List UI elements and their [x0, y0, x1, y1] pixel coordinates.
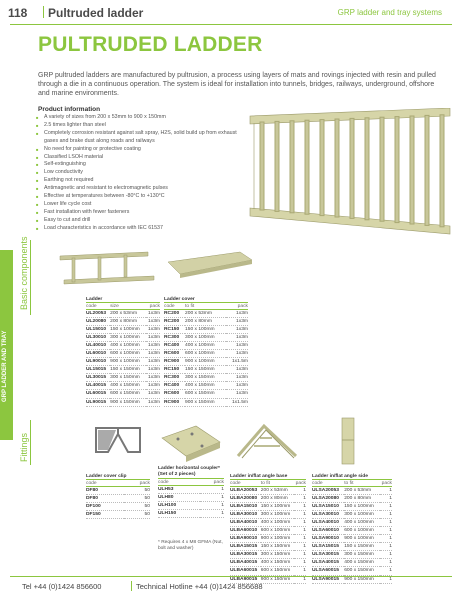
- table-row: [158, 510, 224, 518]
- table-cell: 200 x 80mm: [185, 318, 226, 326]
- table-cell: 1: [380, 567, 392, 575]
- table-row: [312, 535, 392, 543]
- table-title: Ladder horizontal coupler* (Set of 2 pieces): [158, 466, 224, 479]
- table-cell: 1: [294, 527, 306, 535]
- table-cell: ULSA90015: [312, 575, 344, 583]
- cover-clip-table: [86, 473, 150, 519]
- table-title: Ladder: [86, 296, 160, 303]
- table-cell: UL20053: [86, 310, 110, 318]
- table-row: [86, 398, 160, 406]
- table-cell: 1: [200, 486, 224, 494]
- coupler-note: * Requires 4 x M8 GFMA (Nut, bolt and washer): [158, 540, 223, 551]
- product-info-item: ■ Earthing not required: [44, 177, 244, 185]
- table-cell: 1: [294, 559, 306, 567]
- table-cell: 1x3m: [146, 334, 160, 342]
- table-row: [164, 358, 248, 366]
- table-cell: ULSA60010: [312, 527, 344, 535]
- col-header: code: [164, 303, 185, 310]
- table-cell: 1: [294, 575, 306, 583]
- table-cell: ULSA30015: [312, 551, 344, 559]
- table-cell: UL15010: [86, 326, 110, 334]
- table-cell: UL90015: [86, 398, 110, 406]
- table-cell: ULH100: [158, 502, 200, 510]
- table-cell: 1x3m: [226, 342, 248, 350]
- table-title: Ladder in/flat angle side: [312, 473, 392, 480]
- table-cell: 300 x 100mm: [185, 334, 226, 342]
- table-cell: 400 x 100mm: [261, 519, 295, 527]
- ladder-rung: [335, 119, 339, 217]
- fittings-heading: Fittings: [19, 432, 29, 462]
- footer-divider: [131, 581, 132, 591]
- table-row: [86, 503, 150, 511]
- product-info-item: ■ Antimagnetic and resistant to electromagnetic pulses: [44, 185, 244, 193]
- table-cell: 900 x 100mm: [185, 358, 226, 366]
- table-cell: 300 x 150mm: [261, 551, 295, 559]
- table-cell: 150 x 100mm: [261, 503, 295, 511]
- table-cell: UL30015: [86, 374, 110, 382]
- table-cell: UL60010: [86, 350, 110, 358]
- table-row: [312, 543, 392, 551]
- table-cell: 900 x 100mm: [344, 535, 379, 543]
- table-cell: RC300: [164, 334, 185, 342]
- table-cell: 1: [380, 503, 392, 511]
- table-row: [164, 326, 248, 334]
- col-header: pack: [146, 303, 160, 310]
- inflat-side-image: [328, 416, 368, 466]
- table-cell: ULBA15015: [230, 543, 261, 551]
- table-cell: 1: [294, 487, 306, 495]
- table-row: [230, 511, 306, 519]
- table-cell: 600 x 100mm: [344, 527, 379, 535]
- table-cell: 1: [294, 519, 306, 527]
- table-cell: 1: [200, 494, 224, 502]
- table-cell: ULSA60015: [312, 567, 344, 575]
- table-row: [86, 326, 160, 334]
- table-row: [230, 503, 306, 511]
- table-cell: DF80: [86, 495, 124, 503]
- table-cell: 1: [294, 535, 306, 543]
- table-cell: 150 x 150mm: [344, 543, 379, 551]
- table-row: [230, 519, 306, 527]
- table-cell: 1: [380, 527, 392, 535]
- product-info-item: ■ Effective at temperatures between -80°C to +130°C: [44, 193, 244, 201]
- table-cell: 50: [124, 487, 150, 495]
- table-cell: 150 x 150mm: [110, 366, 146, 374]
- ladder-cover-image: [160, 250, 258, 290]
- table-cell: 1: [294, 495, 306, 503]
- table-cell: 400 x 100mm: [185, 342, 226, 350]
- table-cell: 1: [380, 575, 392, 583]
- product-info-heading: Product information: [38, 106, 101, 113]
- table-cell: 200 x 53mm: [261, 487, 295, 495]
- table-cell: 200 x 80mm: [344, 495, 379, 503]
- table-cell: RC900: [164, 398, 185, 406]
- table-cell: 300 x 100mm: [110, 334, 146, 342]
- table-cell: 1x3m: [226, 318, 248, 326]
- horizontal-coupler-image: [158, 422, 224, 466]
- table-row: [164, 350, 248, 358]
- table-cell: UL40015: [86, 382, 110, 390]
- table-cell: 1: [294, 543, 306, 551]
- table-cell: 1x3m: [226, 334, 248, 342]
- table-cell: ULBA20053: [230, 487, 261, 495]
- table-cell: RC400: [164, 382, 185, 390]
- table-cell: 600 x 100mm: [110, 350, 146, 358]
- table-row: [86, 318, 160, 326]
- table-cell: ULBA30015: [230, 551, 261, 559]
- table-cell: 200 x 53mm: [344, 487, 379, 495]
- cover-clip-image: [88, 422, 148, 462]
- table-cell: RC150: [164, 326, 185, 334]
- table-row: [86, 334, 160, 342]
- table-cell: 1: [294, 503, 306, 511]
- table-row: [230, 543, 306, 551]
- table-row: [312, 487, 392, 495]
- product-info-item: ■ Completely corrosion resistant against salt spray, H2S, solid build up from exhaust gases and brake dust along roads and railways: [44, 130, 244, 146]
- basic-components-heading: Basic components: [19, 236, 29, 310]
- col-header: to fit: [185, 303, 226, 310]
- table-cell: 400 x 150mm: [344, 559, 379, 567]
- table-cell: RC600: [164, 350, 185, 358]
- table-cell: 1: [294, 551, 306, 559]
- col-header: pack: [295, 480, 306, 486]
- table-row: [164, 342, 248, 350]
- table-row: [86, 390, 160, 398]
- table-row: [230, 567, 306, 575]
- table-cell: 1x3m: [226, 390, 248, 398]
- col-header: code: [86, 480, 124, 487]
- table-cell: 1: [294, 567, 306, 575]
- table-cell: 1x3m: [146, 326, 160, 334]
- table-cell: 300 x 100mm: [344, 511, 379, 519]
- table-row: [164, 334, 248, 342]
- table-row: [230, 487, 306, 495]
- col-header: code: [230, 480, 261, 487]
- table-cell: 1x3m: [146, 358, 160, 366]
- ladder-rung: [440, 115, 444, 227]
- table-row: [86, 310, 160, 318]
- table-cell: 1: [200, 510, 224, 518]
- table-cell: 1x3m: [226, 350, 248, 358]
- inflat-side-table: [312, 473, 392, 584]
- footer-rule: [10, 576, 452, 577]
- table-cell: 600 x 150mm: [344, 567, 379, 575]
- table-cell: 1x1.5m: [226, 358, 248, 366]
- ladder-rung: [380, 117, 384, 221]
- table-cell: 1x3m: [146, 318, 160, 326]
- table-cell: 1x3m: [226, 382, 248, 390]
- table-cell: 400 x 150mm: [261, 559, 295, 567]
- table-cell: 300 x 150mm: [185, 374, 226, 382]
- table-cell: 1x3m: [226, 326, 248, 334]
- table-cell: 600 x 150mm: [110, 390, 146, 398]
- ladder-rung: [260, 122, 264, 210]
- table-row: [312, 495, 392, 503]
- table-cell: 900 x 150mm: [344, 575, 379, 583]
- product-info-item: ■ Load characteristics in accordance with IEC 61537: [44, 225, 244, 233]
- table-row: [86, 495, 150, 503]
- ladder-rung: [365, 118, 369, 220]
- table-cell: ULSA15010: [312, 503, 344, 511]
- table-cell: 1x3m: [146, 310, 160, 318]
- table-cell: 400 x 100mm: [344, 519, 379, 527]
- product-info-item: ■ Self-extinguishing: [44, 161, 244, 169]
- col-header: pack: [200, 479, 224, 486]
- table-cell: 1: [380, 519, 392, 527]
- col-header: size: [110, 303, 146, 310]
- product-info-item: ■ Low conductivity: [44, 169, 244, 177]
- table-row: [164, 318, 248, 326]
- table-cell: 200 x 80mm: [261, 495, 295, 503]
- table-cell: ULSA40010: [312, 519, 344, 527]
- table-row: [86, 374, 160, 382]
- table-cell: 1x3m: [146, 398, 160, 406]
- table-row: [158, 502, 224, 510]
- page-title: PULTRUDED LADDER: [38, 33, 263, 56]
- table-cell: ULSA20080: [312, 495, 344, 503]
- table-cell: UL30010: [86, 334, 110, 342]
- header-divider: [43, 6, 44, 18]
- ladder-rung: [395, 117, 399, 223]
- table-row: [158, 486, 224, 494]
- horizontal-coupler-table: [158, 466, 224, 518]
- table-cell: RC600: [164, 390, 185, 398]
- table-title: Ladder cover clip: [86, 473, 150, 480]
- table-cell: ULSA15015: [312, 543, 344, 551]
- table-cell: 1: [380, 535, 392, 543]
- table-row: [86, 382, 160, 390]
- table-cell: 1x3m: [146, 366, 160, 374]
- table-row: [312, 567, 392, 575]
- table-cell: ULSA40015: [312, 559, 344, 567]
- table-cell: 1x3m: [146, 382, 160, 390]
- table-row: [164, 390, 248, 398]
- table-row: [158, 494, 224, 502]
- table-cell: 1x3m: [226, 374, 248, 382]
- product-info-list: [34, 114, 244, 233]
- table-cell: 1: [380, 543, 392, 551]
- table-cell: 50: [124, 503, 150, 511]
- table-cell: ULSA30010: [312, 511, 344, 519]
- col-header: to fit: [261, 480, 295, 487]
- table-cell: 600 x 150mm: [185, 390, 226, 398]
- table-cell: RC150: [164, 366, 185, 374]
- table-cell: ULH80: [158, 494, 200, 502]
- table-cell: RC300: [164, 374, 185, 382]
- table-row: [230, 551, 306, 559]
- header-section: GRP ladder and tray systems: [337, 8, 442, 17]
- divider-line: [30, 240, 31, 315]
- divider-line: [30, 420, 31, 465]
- table-cell: 1x3m: [146, 374, 160, 382]
- inflat-base-image: [232, 420, 302, 464]
- table-row: [86, 358, 160, 366]
- table-row: [86, 511, 150, 519]
- table-cell: ULBA90010: [230, 535, 261, 543]
- ladder-rung: [290, 121, 294, 213]
- table-cell: ULBA20080: [230, 495, 261, 503]
- table-cell: 150 x 100mm: [185, 326, 226, 334]
- table-row: [230, 559, 306, 567]
- table-cell: 1: [380, 511, 392, 519]
- table-cell: 300 x 150mm: [110, 374, 146, 382]
- table-cell: 900 x 100mm: [261, 535, 295, 543]
- table-cell: DF80: [86, 487, 124, 495]
- table-cell: ULBA40010: [230, 519, 261, 527]
- table-cell: 600 x 100mm: [261, 527, 295, 535]
- table-cell: 400 x 150mm: [185, 382, 226, 390]
- footer-hotline: Technical Hotline +44 (0)1424 856688: [136, 582, 263, 591]
- table-cell: 1x3m: [226, 366, 248, 374]
- table-row: [164, 374, 248, 382]
- table-cell: 1x3m: [146, 390, 160, 398]
- table-row: [164, 310, 248, 318]
- table-cell: 1: [380, 551, 392, 559]
- table-cell: 1: [294, 511, 306, 519]
- section-tab-label: GRP LADDER AND TRAY: [2, 330, 8, 402]
- table-cell: 900 x 150mm: [261, 575, 295, 583]
- col-header: pack: [124, 480, 150, 487]
- inflat-base-table: [230, 473, 306, 584]
- ladder-rung: [305, 120, 309, 214]
- ladder-rung: [320, 120, 324, 216]
- table-cell: 200 x 53mm: [110, 310, 146, 318]
- ladder-rung: [275, 121, 279, 211]
- table-row: [312, 511, 392, 519]
- header-rule: [10, 24, 452, 25]
- table-title: Ladder in/flat angle base: [230, 473, 306, 480]
- page-header: [0, 0, 464, 24]
- table-cell: UL20080: [86, 318, 110, 326]
- table-cell: ULBA60015: [230, 567, 261, 575]
- col-header: code: [86, 303, 110, 310]
- table-cell: ULBA90015: [230, 575, 261, 583]
- header-title: Pultruded ladder: [48, 6, 144, 20]
- table-cell: 1: [200, 502, 224, 510]
- table-row: [86, 487, 150, 495]
- table-cell: RC200: [164, 318, 185, 326]
- table-cell: 600 x 100mm: [185, 350, 226, 358]
- col-header: to fit: [344, 480, 379, 487]
- col-header: code: [158, 479, 200, 486]
- table-cell: RC400: [164, 342, 185, 350]
- col-header: pack: [380, 480, 392, 487]
- table-cell: 400 x 100mm: [110, 342, 146, 350]
- table-cell: ULBA60010: [230, 527, 261, 535]
- table-cell: 900 x 150mm: [185, 398, 226, 406]
- table-cell: 1x1.5m: [226, 398, 248, 406]
- table-cell: 300 x 150mm: [344, 551, 379, 559]
- table-cell: 50: [124, 495, 150, 503]
- table-cell: 150 x 150mm: [261, 543, 295, 551]
- table-cell: ULBA30010: [230, 511, 261, 519]
- table-cell: 1: [380, 487, 392, 495]
- table-cell: RC900: [164, 358, 185, 366]
- table-cell: 150 x 150mm: [185, 366, 226, 374]
- col-header: code: [312, 480, 344, 487]
- table-cell: 600 x 150mm: [261, 567, 295, 575]
- table-row: [86, 350, 160, 358]
- product-info-item: ■ No need for painting or protective coating: [44, 146, 244, 154]
- product-info-item: ■ Classified LSOH material: [44, 154, 244, 162]
- ladder-rung: [350, 118, 354, 218]
- table-cell: 900 x 100mm: [110, 358, 146, 366]
- table-cell: DF100: [86, 503, 124, 511]
- table-cell: UL15015: [86, 366, 110, 374]
- page-number: 118: [8, 6, 28, 20]
- table-cell: DF150: [86, 511, 124, 519]
- table-cell: ULSA20053: [312, 487, 344, 495]
- table-cell: 1: [380, 495, 392, 503]
- col-header: pack: [226, 303, 248, 310]
- product-info-item: ■ Lower life cycle cost: [44, 201, 244, 209]
- table-row: [312, 559, 392, 567]
- product-info-item: ■ Fast installation with fewer fasteners: [44, 209, 244, 217]
- table-cell: 1x3m: [226, 310, 248, 318]
- table-row: [312, 503, 392, 511]
- intro-paragraph: GRP pultruded ladders are manufactured by pultrusion, a process using layers of mats and rovings injected with resin and pulled through a die in a continuous operation. The system is ideal for installation into tunnels, bridges, railways, underground, offshore and marine environments.: [38, 72, 436, 97]
- table-cell: 150 x 100mm: [110, 326, 146, 334]
- table-cell: ULSA90010: [312, 535, 344, 543]
- table-row: [86, 366, 160, 374]
- table-cell: ULH53: [158, 486, 200, 494]
- ladder-cover-table: [164, 296, 248, 407]
- product-info-item: ■ 2.5 times lighter than steel: [44, 122, 244, 130]
- table-row: [312, 527, 392, 535]
- product-info-item: ■ Easy to cut and drill: [44, 217, 244, 225]
- table-row: [312, 519, 392, 527]
- table-cell: UL40010: [86, 342, 110, 350]
- table-row: [312, 551, 392, 559]
- ladder-rung: [425, 115, 429, 225]
- table-cell: 1: [380, 559, 392, 567]
- table-row: [164, 382, 248, 390]
- product-info-item: ■ A variety of sizes from 200 x 53mm to 900 x 150mm: [44, 114, 244, 122]
- table-cell: 400 x 150mm: [110, 382, 146, 390]
- footer-telephone: Tel +44 (0)1424 856600: [22, 582, 102, 591]
- table-row: [86, 342, 160, 350]
- ladder-rung: [410, 116, 414, 224]
- table-cell: ULBA40015: [230, 559, 261, 567]
- table-row: [230, 495, 306, 503]
- table-cell: UL90010: [86, 358, 110, 366]
- table-cell: 300 x 100mm: [261, 511, 295, 519]
- ladder-image: [58, 250, 156, 290]
- table-cell: UL60015: [86, 390, 110, 398]
- table-cell: 200 x 80mm: [110, 318, 146, 326]
- table-cell: 50: [124, 511, 150, 519]
- table-cell: 150 x 100mm: [344, 503, 379, 511]
- table-title: Ladder cover: [164, 296, 248, 303]
- table-cell: 1x3m: [146, 350, 160, 358]
- table-cell: 900 x 150mm: [110, 398, 146, 406]
- table-row: [164, 398, 248, 406]
- table-cell: ULH150: [158, 510, 200, 518]
- hero-ladder-image: [244, 108, 456, 240]
- table-cell: 200 x 53mm: [185, 310, 226, 318]
- table-cell: 1x3m: [146, 342, 160, 350]
- table-row: [164, 366, 248, 374]
- ladder-table: [86, 296, 160, 407]
- table-cell: RC200: [164, 310, 185, 318]
- table-row: [230, 527, 306, 535]
- table-cell: ULBA15010: [230, 503, 261, 511]
- table-row: [230, 535, 306, 543]
